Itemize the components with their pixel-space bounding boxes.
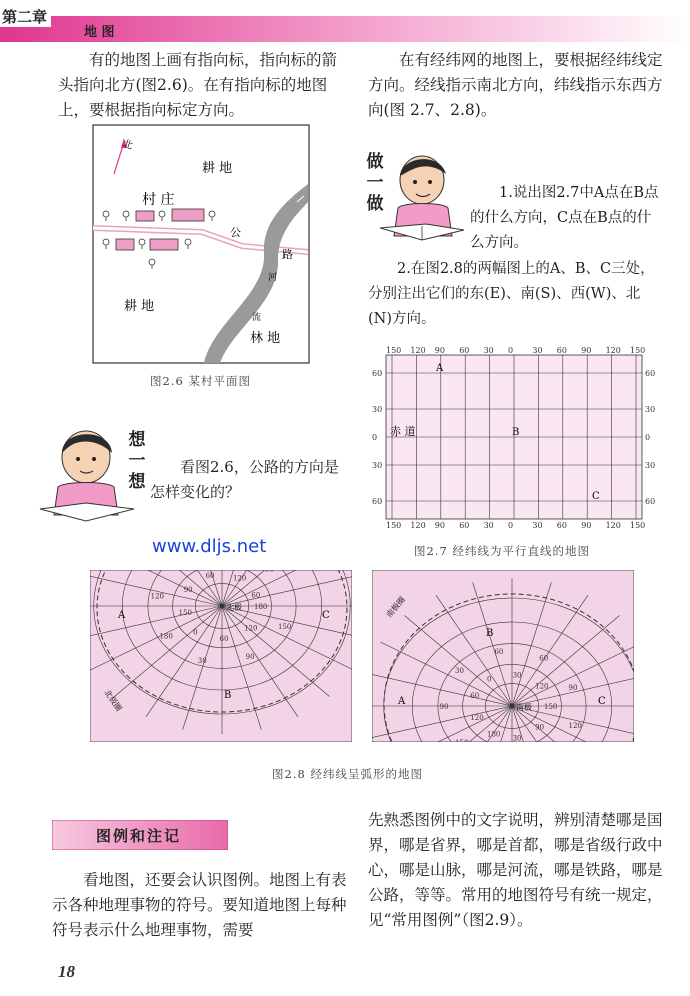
left-paragraph-1: 有的地图上画有指向标，指向标的箭头指向北方(图2.6)。在有指向标的地图上，要根据指向标定方向。: [58, 51, 338, 119]
fig28-degree-label: 180: [159, 632, 173, 641]
fig27-bottom-tick: 120: [410, 521, 426, 529]
fig28-degree-label: 180: [487, 730, 501, 739]
fig28-degree-label: 90: [183, 586, 193, 595]
fig27-bottom-tick: 0: [508, 521, 514, 529]
fig27-bottom-tick: 150: [386, 521, 402, 529]
north-pole-label: 北极: [226, 603, 242, 612]
fig27-bottom-tick: 30: [532, 521, 543, 529]
road-label-a: 公: [230, 226, 241, 239]
fig28-degree-label: 150: [544, 703, 558, 711]
fig28-degree-label: 120: [244, 624, 258, 633]
fig27-left-tick: 30: [372, 461, 383, 470]
chapter-subtitle: 地 图: [84, 25, 115, 40]
farmland-top-label: 耕 地: [202, 161, 233, 176]
fig28-left-point-a: A: [118, 610, 126, 621]
fig28-degree-label: 90: [568, 683, 578, 692]
fig27-top-tick: 60: [556, 346, 567, 355]
fig28-degree-label: 90: [535, 723, 545, 732]
fig28-right-point-c: C: [598, 696, 606, 707]
fig28-degree-label: 30: [455, 667, 464, 676]
fig27-top-tick: 30: [483, 346, 494, 355]
bottom-right-paragraph: 先熟悉图例中的文字说明，辨别清楚哪是国界，哪是省界，哪是首都，哪是省级行政中心，哪是山脉，哪是河流，哪是铁路，哪是公路，等等。常用的地图符号有统一规定，见“常用图例”（图2.9）。: [368, 811, 663, 929]
fig28-left-point-b: B: [224, 690, 232, 701]
activity-do-question-1: 1.说出图2.7中A点在B点的什么方向，C点在B点的什么方向。: [470, 185, 659, 251]
figure-2-6-caption: 图2.6 某村平面图: [150, 374, 251, 388]
fig28-degree-label: 120: [470, 713, 484, 722]
fig27-point-b: B: [512, 427, 520, 438]
fig27-left-tick: 30: [372, 405, 383, 414]
chapter-title: 第二章: [0, 6, 51, 27]
south-pole-label: 南极: [516, 703, 532, 712]
activity-do-question-2: 2.在图2.8的两幅图上的A、B、C三处，分别注出它们的东(E)、南(S)、西(W)、北(N)方向。: [368, 261, 655, 327]
fig27-top-tick: 150: [630, 346, 646, 355]
farmland-bottom-label: 耕 地: [124, 299, 155, 314]
activity-do-label: 做一做: [366, 152, 384, 214]
fig27-left-tick: 60: [372, 369, 383, 378]
north-label: 北: [121, 138, 134, 152]
fig28-degree-label: 30: [197, 656, 207, 665]
fig28-degree-label: 120: [568, 722, 582, 731]
fig27-top-tick: 30: [532, 346, 543, 355]
fig28-degree-label: 60: [251, 591, 261, 600]
fig27-top-tick: 0: [508, 346, 514, 355]
fig27-bottom-tick: 30: [483, 521, 494, 529]
fig28-degree-label: 30: [512, 734, 522, 742]
fig27-right-tick: 60: [645, 369, 656, 378]
right-paragraph-1: 在有经纬网的地图上，要根据经纬线定方向。经线指示南北方向，纬线指示东西方向(图 2.7、2.8)。: [368, 51, 663, 119]
fig28-right-point-b: B: [486, 628, 494, 639]
activity-think-text: 看图2.6，公路的方向是怎样变化的？: [150, 458, 339, 501]
fig27-bottom-tick: 90: [434, 521, 445, 529]
fig28-degree-label: [455, 739, 468, 742]
boy-writing-illustration: [376, 150, 466, 245]
fig27-right-tick: 30: [645, 461, 656, 470]
forest-label: 林 地: [250, 331, 281, 346]
fig27-bottom-tick: 90: [581, 521, 592, 529]
fig28-degree-label: 60: [494, 647, 504, 656]
arctic-circle-label: 北极圈: [102, 687, 124, 713]
river-label-a: 河: [268, 273, 278, 283]
fig27-bottom-tick: 60: [459, 521, 470, 529]
fig28-degree-label: 90: [245, 653, 255, 662]
fig28-degree-label: 60: [219, 634, 229, 643]
section-title: 图例和注记: [96, 827, 182, 845]
page-number: 18: [58, 962, 75, 981]
fig27-top-tick: 150: [386, 346, 402, 355]
fig28-degree-label: 0: [487, 675, 492, 684]
fig28-degree-label: 180: [254, 603, 268, 611]
village-label: 村 庄: [142, 192, 175, 208]
fig27-top-tick: 60: [459, 346, 470, 355]
fig27-top-tick: 90: [434, 346, 445, 355]
activity-think-label: 想一想: [128, 430, 146, 492]
fig28-degree-label: 30: [512, 671, 522, 680]
equator-label: 赤 道: [390, 425, 416, 438]
fig28-degree-label: 60: [539, 654, 549, 663]
watermark: www.dljs.net: [152, 536, 267, 557]
fig28-degree-label: 60: [205, 572, 215, 581]
fig28-degree-label: 0: [193, 628, 198, 637]
fig27-right-tick: 30: [645, 405, 656, 414]
road-label-b: 路: [282, 248, 293, 261]
fig27-point-a: A: [436, 363, 444, 374]
figure-2-6: [92, 124, 310, 364]
figure-2-7: [366, 345, 666, 529]
fig27-point-c: C: [592, 491, 600, 502]
fig28-right-point-a: A: [398, 696, 406, 707]
fig28-degree-label: 150: [278, 623, 292, 632]
fig27-right-tick: 60: [645, 497, 656, 506]
river-label-b: 流: [252, 313, 262, 323]
fig27-top-tick: 90: [581, 346, 592, 355]
fig27-bottom-tick: 120: [605, 521, 621, 529]
fig28-degree-label: 60: [470, 692, 480, 701]
figure-2-8-right: [372, 570, 634, 742]
fig28-degree-label: [265, 570, 274, 573]
fig28-degree-label: 120: [535, 682, 549, 691]
fig28-degree-label: 90: [439, 703, 449, 711]
boy-thinking-illustration: [38, 425, 138, 525]
fig27-right-tick: 0: [645, 433, 651, 442]
fig27-bottom-tick: 150: [630, 521, 646, 529]
fig28-degree-label: 120: [150, 592, 165, 601]
figure-2-8-caption: 图2.8 经纬线呈弧形的地图: [272, 767, 423, 781]
fig27-left-tick: 0: [372, 433, 378, 442]
fig27-bottom-tick: 60: [556, 521, 567, 529]
fig28-degree-label: 120: [232, 574, 247, 583]
fig28-degree-label: 150: [178, 608, 193, 617]
fig28-left-point-c: C: [322, 610, 330, 621]
fig27-left-tick: 60: [372, 497, 383, 506]
fig27-top-tick: 120: [605, 346, 621, 355]
fig27-top-tick: 120: [410, 346, 426, 355]
figure-2-7-caption: 图2.7 经纬线为平行直线的地图: [414, 544, 590, 558]
figure-2-8-left: [90, 570, 352, 742]
bottom-left-paragraph: 看地图，还要会认识图例。地图上有表示各种地理事物的符号。要知道地图上每种符号表示什么地理事物，需要: [52, 871, 347, 939]
antarctic-circle-label: 南极圈: [384, 595, 407, 620]
